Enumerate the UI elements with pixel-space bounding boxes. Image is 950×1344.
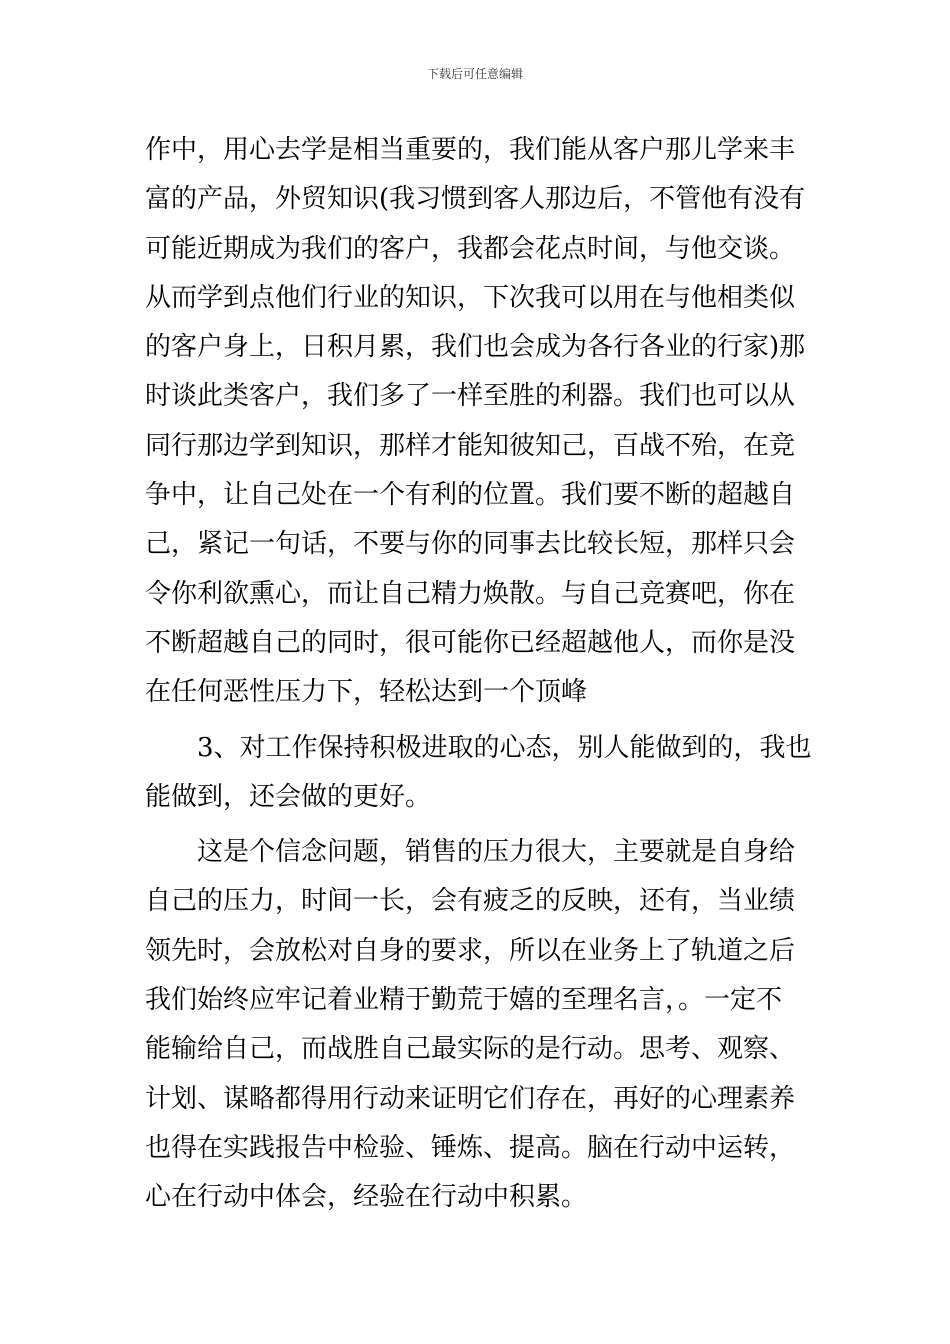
page-header: 下载后可任意编辑 (426, 67, 523, 81)
paragraph-3 (145, 828, 815, 1222)
text-line: 计划、谋略都得用行动来证明它们存在，再好的心理素养 (145, 1083, 796, 1114)
text-line: 能输给自己，而战胜自己最实际的是行动。思考、观察、 (145, 1034, 796, 1065)
text-line: 这是个信念问题，销售的压力很大，主要就是自身给 (197, 837, 796, 868)
text-line: 作中，用心去学是相当重要的，我们能从客户那儿学来丰 (145, 135, 796, 165)
text-line: 3、对工作保持积极进取的心态，别人能做到的，我也 (197, 732, 812, 763)
text-line: 心在行动中体会，经验在行动中积累。 (145, 1182, 588, 1213)
text-line: 令你利欲熏心，而让自己精力焕散。与自己竞赛吧，你在 (145, 578, 796, 609)
text-line: 同行那边学到知识，那样才能知彼知己，百战不殆，在竞 (145, 430, 796, 461)
text-line: 己，紧记一句话，不要与你的同事去比较长短，那样只会 (145, 529, 796, 560)
paragraph-1 (145, 126, 815, 718)
text-line: 领先时，会放松对自身的要求，所以在业务上了轨道之后 (145, 935, 796, 966)
text-line: 在任何恶性压力下，轻松达到一个顶峰 (145, 677, 588, 708)
text-line: 可能近期成为我们的客户，我都会花点时间，与他交谈。 (145, 233, 796, 264)
text-line: 能做到，还会做的更好。 (145, 781, 432, 812)
text-line: 富的产品，外贸知识(我习惯到客人那边后，不管他有没有 (145, 184, 806, 215)
text-line: 我们始终应牢记着业精于勤荒于嬉的至理名言，。一定不 (145, 985, 783, 1016)
text-line: 也得在实践报告中检验、锤炼、提高。脑在行动中运转， (145, 1132, 796, 1163)
text-line: 的客户身上，日积月累，我们也会成为各行各业的行家)那 (145, 332, 806, 363)
text-line: 争中，让自己处在一个有利的位置。我们要不断的超越自 (145, 480, 796, 511)
text-line: 时谈此类客户，我们多了一样至胜的利器。我们也可以从 (145, 381, 796, 412)
document-body (145, 126, 815, 1223)
text-line: 不断超越自己的同时，很可能你已经超越他人，而你是没 (145, 627, 796, 658)
text-line: 自己的压力，时间一长，会有疲乏的反映，还有，当业绩 (145, 886, 796, 917)
paragraph-2 (145, 724, 815, 823)
text-line: 从而学到点他们行业的知识，下次我可以用在与他相类似 (145, 282, 796, 313)
